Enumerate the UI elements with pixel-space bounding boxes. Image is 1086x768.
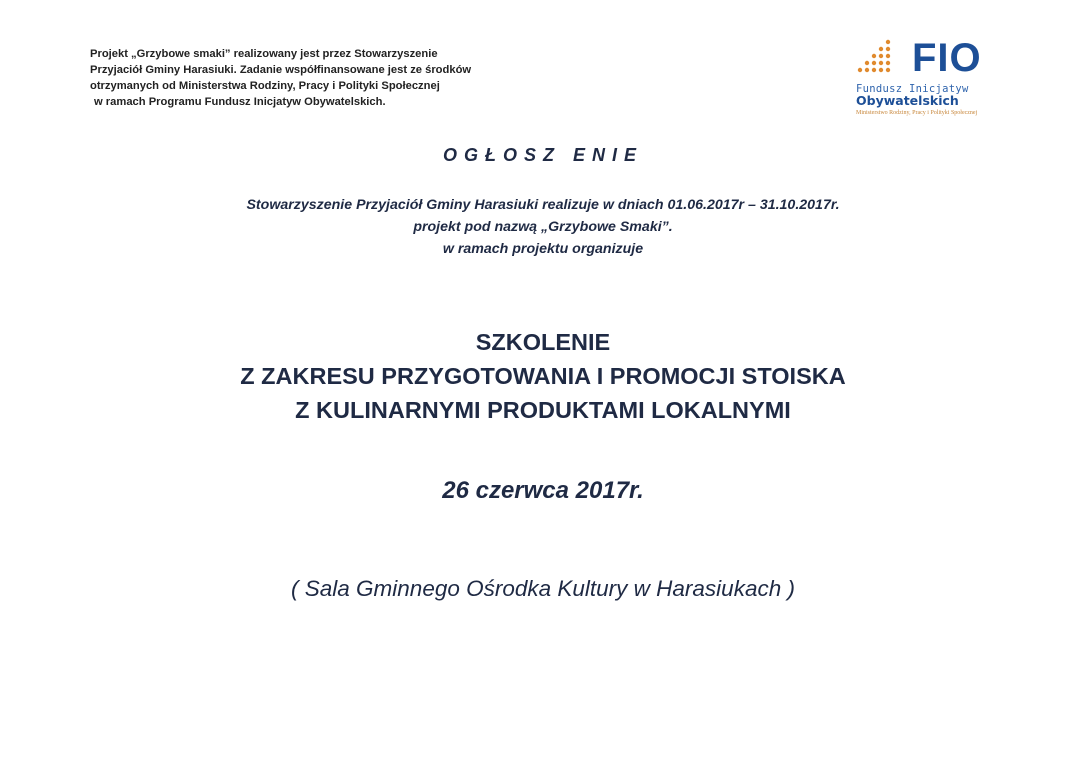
project-funding-note [90, 46, 510, 110]
fio-logo [852, 38, 1002, 124]
intro-line: projekt pod nazwą „Grzybowe Smaki”. [413, 219, 673, 235]
intro-paragraph [0, 194, 1086, 260]
intro-line: w ramach projektu organizuje [442, 241, 644, 257]
logo-wordmark: FIO [912, 36, 982, 80]
intro-line: Stowarzyszenie Przyjaciół Gminy Harasiuki realizuje w dniach 01.06.2017r – 31.10.2017r. [246, 197, 840, 213]
logo-subtitle-2: Obywatelskich [856, 93, 959, 108]
funding-note-line: Przyjaciół Gminy Harasiuki. Zadanie współfinansowane jest ze środków [90, 64, 472, 76]
logo-ministry-caption: Ministerstwo Rodziny, Pracy i Polityki Społecznej [856, 110, 978, 116]
dot-bars-icon [854, 38, 894, 78]
funding-note-line: Projekt „Grzybowe smaki” realizowany jest przez Stowarzyszenie [90, 48, 438, 60]
announcement-heading: OGŁOSZ ENIE [442, 145, 643, 165]
logo-subtitle-1: Fundusz Inicjatyw [856, 83, 969, 95]
training-title [0, 325, 1086, 427]
title-line: SZKOLENIE [475, 329, 611, 355]
funding-note-line: w ramach Programu Fundusz Inicjatyw Obywatelskich. [94, 96, 386, 108]
title-line: Z ZAKRESU PRZYGOTOWANIA I PROMOCJI STOISKA [240, 363, 846, 389]
event-venue: ( Sala Gminnego Ośrodka Kultury w Harasiukach ) [291, 576, 795, 601]
event-date: 26 czerwca 2017r. [442, 477, 644, 504]
funding-note-line: otrzymanych od Ministerstwa Rodziny, Pracy i Polityki Społecznej [90, 80, 440, 92]
title-line: Z KULINARNYMI PRODUKTAMI LOKALNYMI [295, 397, 791, 423]
